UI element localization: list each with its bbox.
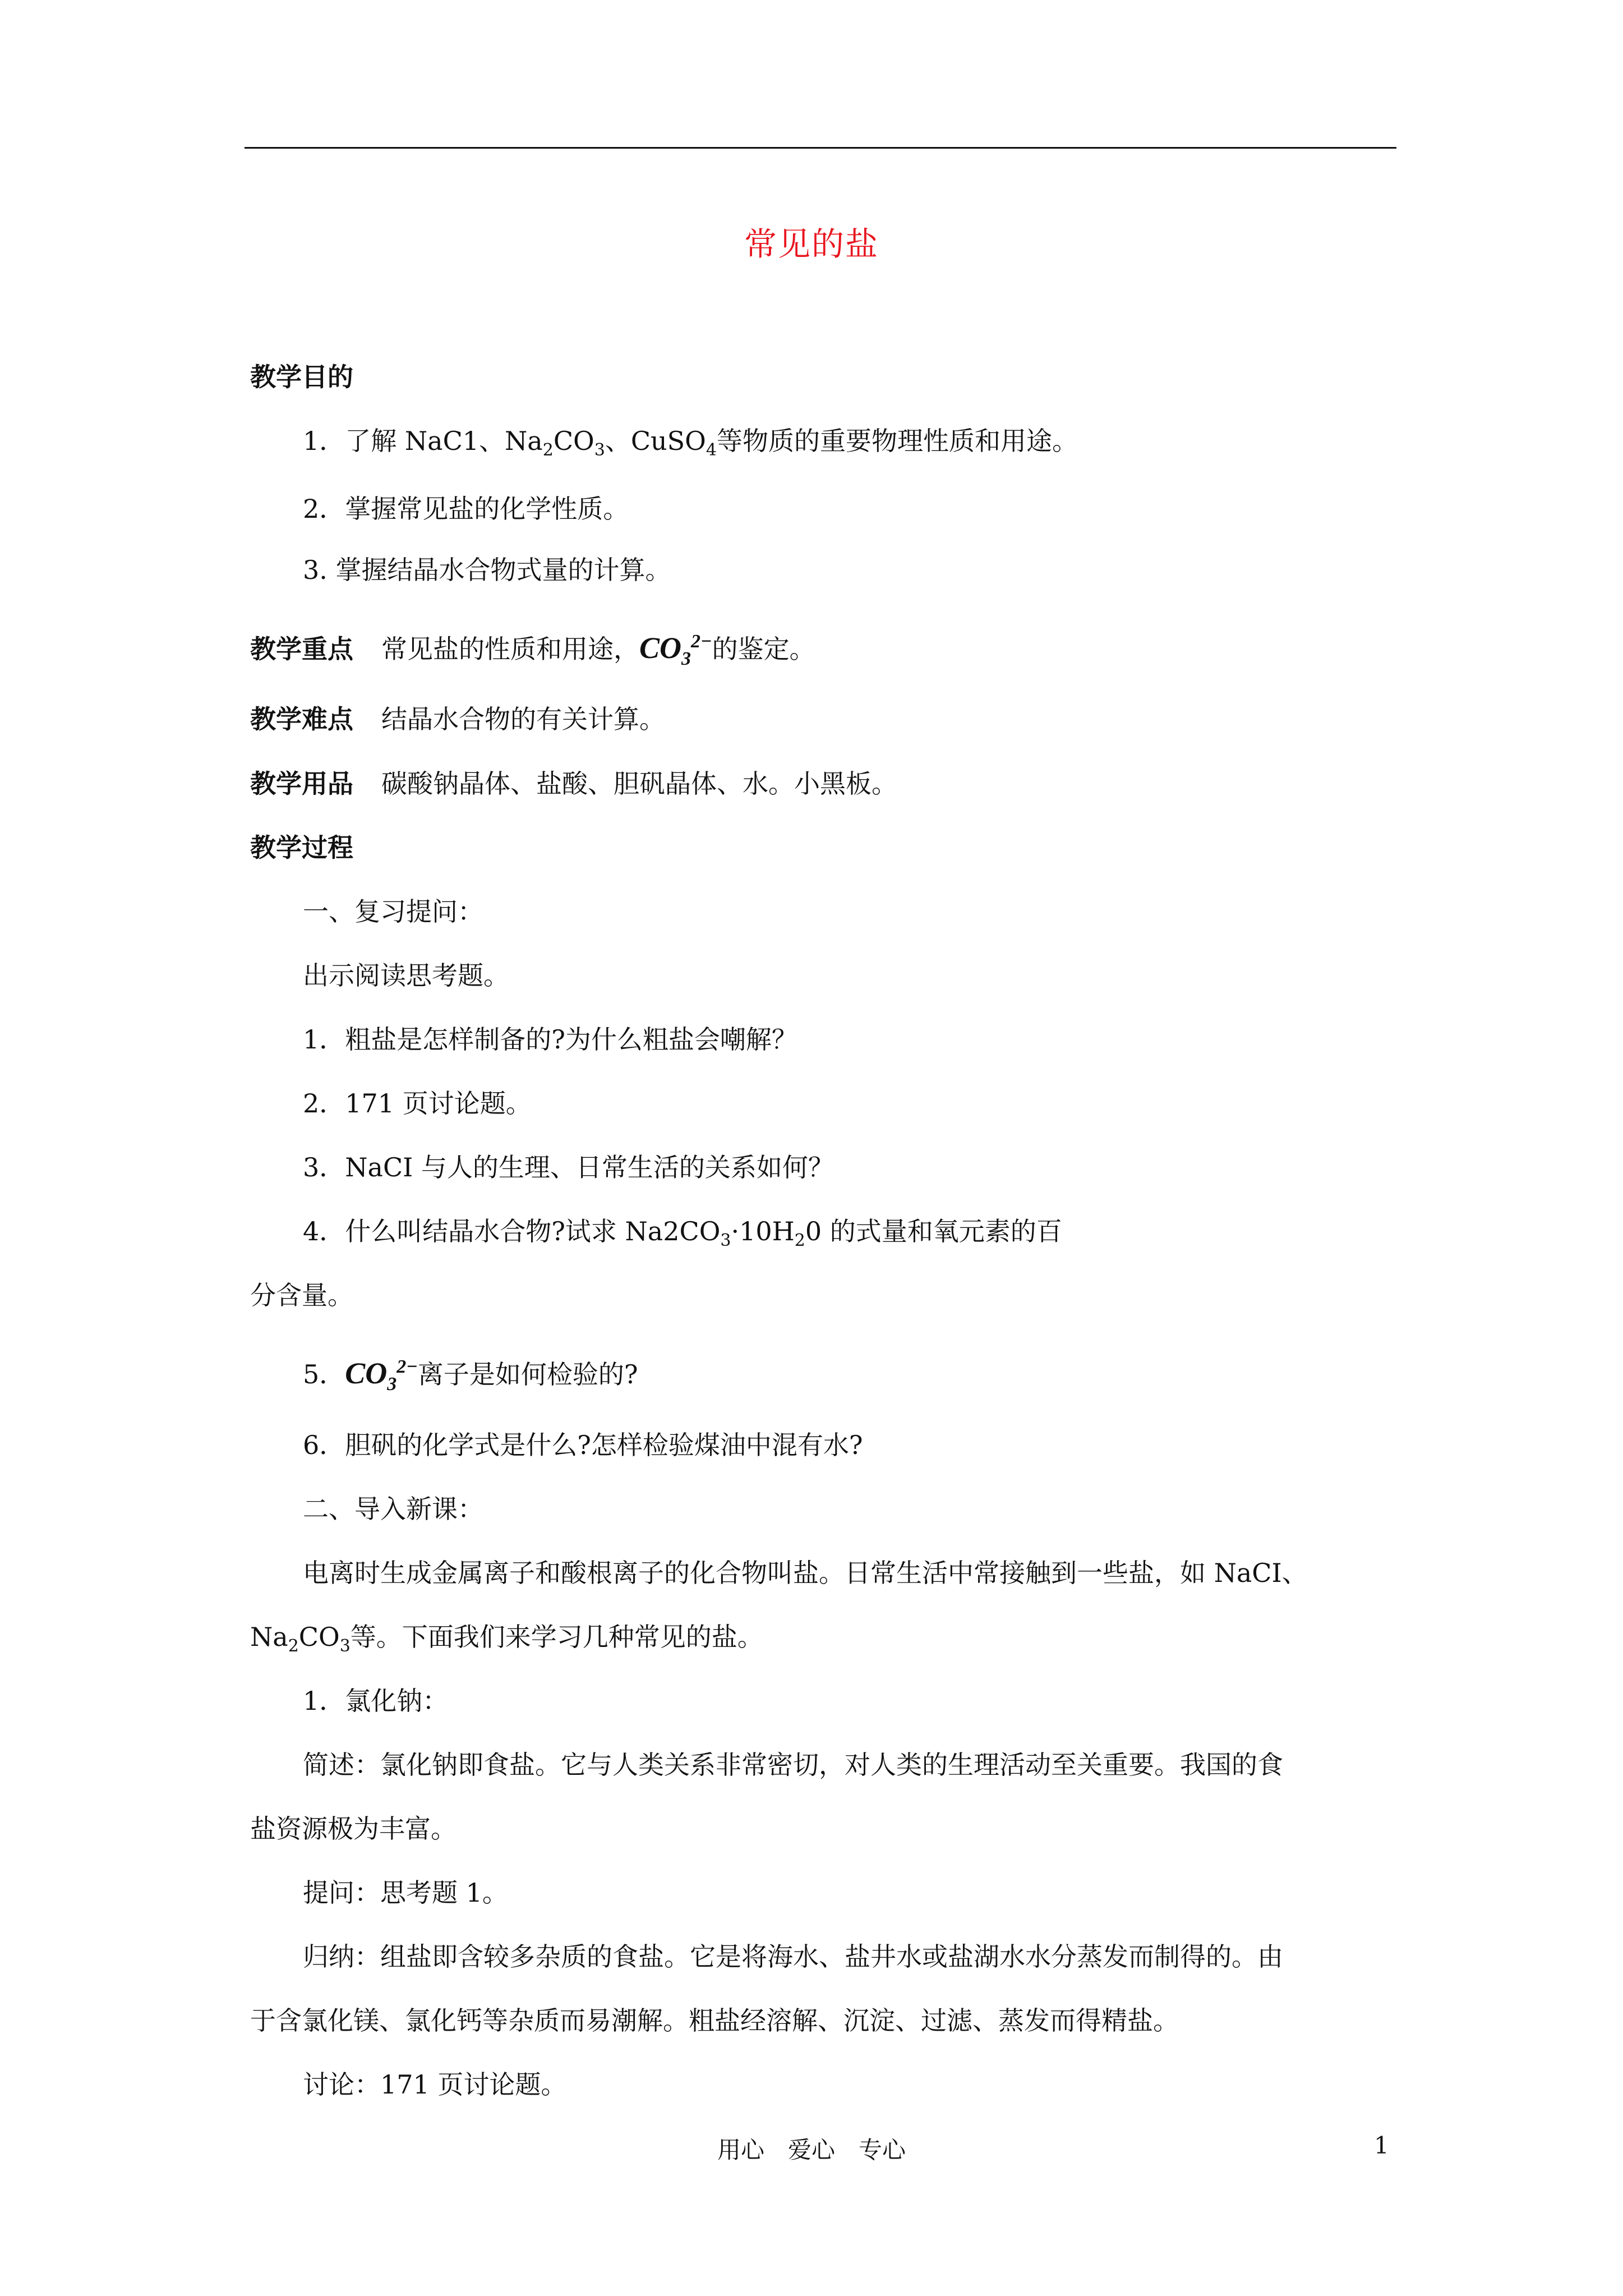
new-lesson-title: 二、导入新课： [303,1494,483,1524]
summary-line-1: 归纳：组盐即含较多杂质的食盐。它是将海水、盐井水或盐湖水水分蒸发而制得的。由 [303,1941,1283,1972]
objective-item-3: 3. 掌握结晶水合物式量的计算。 [303,555,671,585]
difficulties-label: 教学难点 [250,704,353,734]
review-intro: 出示阅读思考题。 [303,960,509,991]
materials: 教学用品 碳酸钠晶体、盐酸、胆矾晶体、水。小黑板。 [250,769,897,799]
page-number: 1 [1374,2132,1389,2159]
difficulties: 教学难点 结晶水合物的有关计算。 [250,704,665,734]
question-4: 4．什么叫结晶水合物?试求 $Na2CO_3\cdot 10H_20$ 的式量和氧元素的百 [303,1216,1062,1251]
objective-item-1: 1．了解 NaC1、$Na_2CO_3$、CuSO$_4$等物质的重要物理性质和用途。 [303,426,1078,461]
materials-label: 教学用品 [250,769,353,799]
question-5: 5．$CO_3^{2-}$离子是如何检验的? [303,1356,638,1395]
key-points: 教学重点 常见盐的性质和用途，$CO_3^{2-}$的鉴定。 [250,631,815,669]
footer-motto: 用心 爱心 专心 [717,2136,906,2164]
header-rule [245,147,1396,149]
question-3: 3．NaCI 与人的生理、日常生活的关系如何？ [303,1152,834,1182]
description-line-1: 简述：氯化钠即食盐。它与人类关系非常密切，对人类的生理活动至关重要。我国的食 [303,1750,1283,1780]
discussion-line: 讨论：171 页讨论题。 [303,2069,567,2100]
question-1: 1．粗盐是怎样制备的?为什么粗盐会嘲解？ [303,1024,797,1055]
question-2: 2．171 页讨论题。 [303,1088,532,1119]
question-4-continued: 分含量。 [250,1280,353,1310]
page-title: 常见的盐 [744,225,879,263]
intro-line-2: $Na_2CO_3$等。下面我们来学习几种常见的盐。 [250,1622,763,1657]
objective-item-2: 2．掌握常见盐的化学性质。 [303,494,629,524]
key-points-label: 教学重点 [250,634,353,664]
description-line-2: 盐资源极为丰富。 [250,1814,457,1844]
objectives-heading: 教学目的 [250,362,353,392]
summary-line-2: 于含氯化镁、氯化钙等杂质而易潮解。粗盐经溶解、沉淀、过滤、蒸发而得精盐。 [250,2005,1179,2036]
carbonate-formula: $CO_3^{2-}$ [345,1356,418,1395]
carbonate-formula: $CO_3^{2-}$ [639,631,712,669]
question-6: 6．胆矾的化学式是什么?怎样检验煤油中混有水? [303,1430,863,1460]
review-title: 一、复习提问： [303,896,483,927]
intro-line-1: 电离时生成金属离子和酸根离子的化合物叫盐。日常生活中常接触到一些盐，如 NaCI、 [303,1558,1308,1588]
section-1-title: 1．氯化钠： [303,1686,449,1716]
process-heading: 教学过程 [250,832,353,863]
ask-line: 提问：思考题 1。 [303,1878,508,1908]
